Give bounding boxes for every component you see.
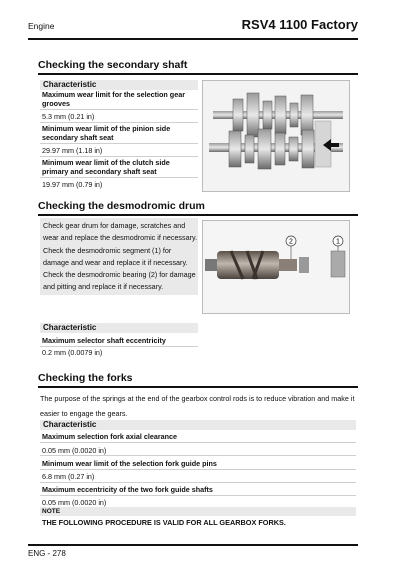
divider	[40, 177, 198, 178]
divider	[40, 122, 198, 123]
characteristic-heading: Characteristic	[40, 323, 198, 333]
spec-value: 0.05 mm (0.0020 in)	[42, 446, 107, 455]
spec-value: 6.8 mm (0.27 in)	[42, 472, 95, 481]
page-header	[28, 15, 358, 39]
drum-paragraph	[43, 220, 198, 294]
section-rule	[38, 214, 358, 216]
drum-text-1: Check gear drum for damage, scratches and wear and replace the desmodromic if necessary.	[43, 221, 198, 243]
callout-number: 1	[336, 238, 340, 246]
divider	[40, 482, 356, 483]
divider	[40, 442, 356, 443]
callout-number: 2	[289, 238, 293, 246]
note-band	[40, 507, 356, 516]
spec-label: Minimum wear limit of the selection fork guide pins	[42, 459, 217, 468]
section-title-desmodromic-drum: Checking the desmodromic drum	[38, 200, 205, 212]
divider	[40, 495, 356, 496]
spec-label: Minimum wear limit of the pinion side secondary shaft seat	[42, 124, 171, 142]
section-title-forks: Checking the forks	[38, 372, 133, 384]
forks-intro: The purpose of the springs at the end of the gearbox control rods is to reduce vibration and make it easier to engage the gears.	[40, 394, 355, 418]
note-text: THE FOLLOWING PROCEDURE IS VALID FOR ALL GEARBOX FORKS.	[42, 518, 286, 527]
characteristic-heading: Characteristic	[40, 80, 198, 90]
desmodromic-segment	[331, 251, 345, 277]
note-label: NOTE	[42, 508, 61, 515]
spec-label: Minimum wear limit of the clutch side primary and secondary shaft seat	[42, 158, 170, 176]
footer-rule	[28, 544, 358, 546]
divider	[40, 469, 356, 470]
desmodromic-drum-photo	[202, 220, 350, 314]
spec-label: Maximum selection fork axial clearance	[42, 432, 178, 441]
divider	[40, 109, 198, 110]
page-number: ENG - 278	[28, 549, 66, 558]
spec-label: Maximum selector shaft eccentricity	[42, 336, 166, 345]
spec-value: 0.2 mm (0.0079 in)	[42, 348, 103, 357]
divider	[40, 455, 356, 456]
header-rule	[28, 38, 358, 40]
section-rule	[38, 386, 358, 388]
spec-label: Maximum wear limit for the selection gear grooves	[42, 90, 185, 108]
section-rule	[38, 73, 358, 75]
drum-text-3: Check the desmodromic bearing (2) for damage and pitting and replace it if necessary.	[43, 270, 196, 292]
gearbox-shaft-illustration	[203, 81, 350, 192]
spec-value: 0.05 mm (0.0020 in)	[42, 498, 107, 507]
spec-value: 19.97 mm (0.79 in)	[42, 180, 103, 189]
header-section: Engine	[28, 21, 55, 31]
divider	[40, 156, 198, 157]
spec-value: 5.3 mm (0.21 in)	[42, 112, 95, 121]
drum-text-2: Check the desmodromic segment (1) for damage and wear and replace it if necessary.	[43, 245, 188, 267]
spec-label: Maximum eccentricity of the two fork guide shafts	[42, 485, 213, 494]
secondary-shaft-photo	[202, 80, 350, 192]
characteristic-heading: Characteristic	[40, 420, 356, 430]
section-title-secondary-shaft: Checking the secondary shaft	[38, 59, 188, 71]
divider	[40, 143, 198, 144]
drum-illustration	[203, 221, 350, 314]
divider	[40, 346, 198, 347]
header-model: RSV4 1100 Factory	[241, 17, 358, 32]
spec-value: 29.97 mm (1.18 in)	[42, 146, 103, 155]
